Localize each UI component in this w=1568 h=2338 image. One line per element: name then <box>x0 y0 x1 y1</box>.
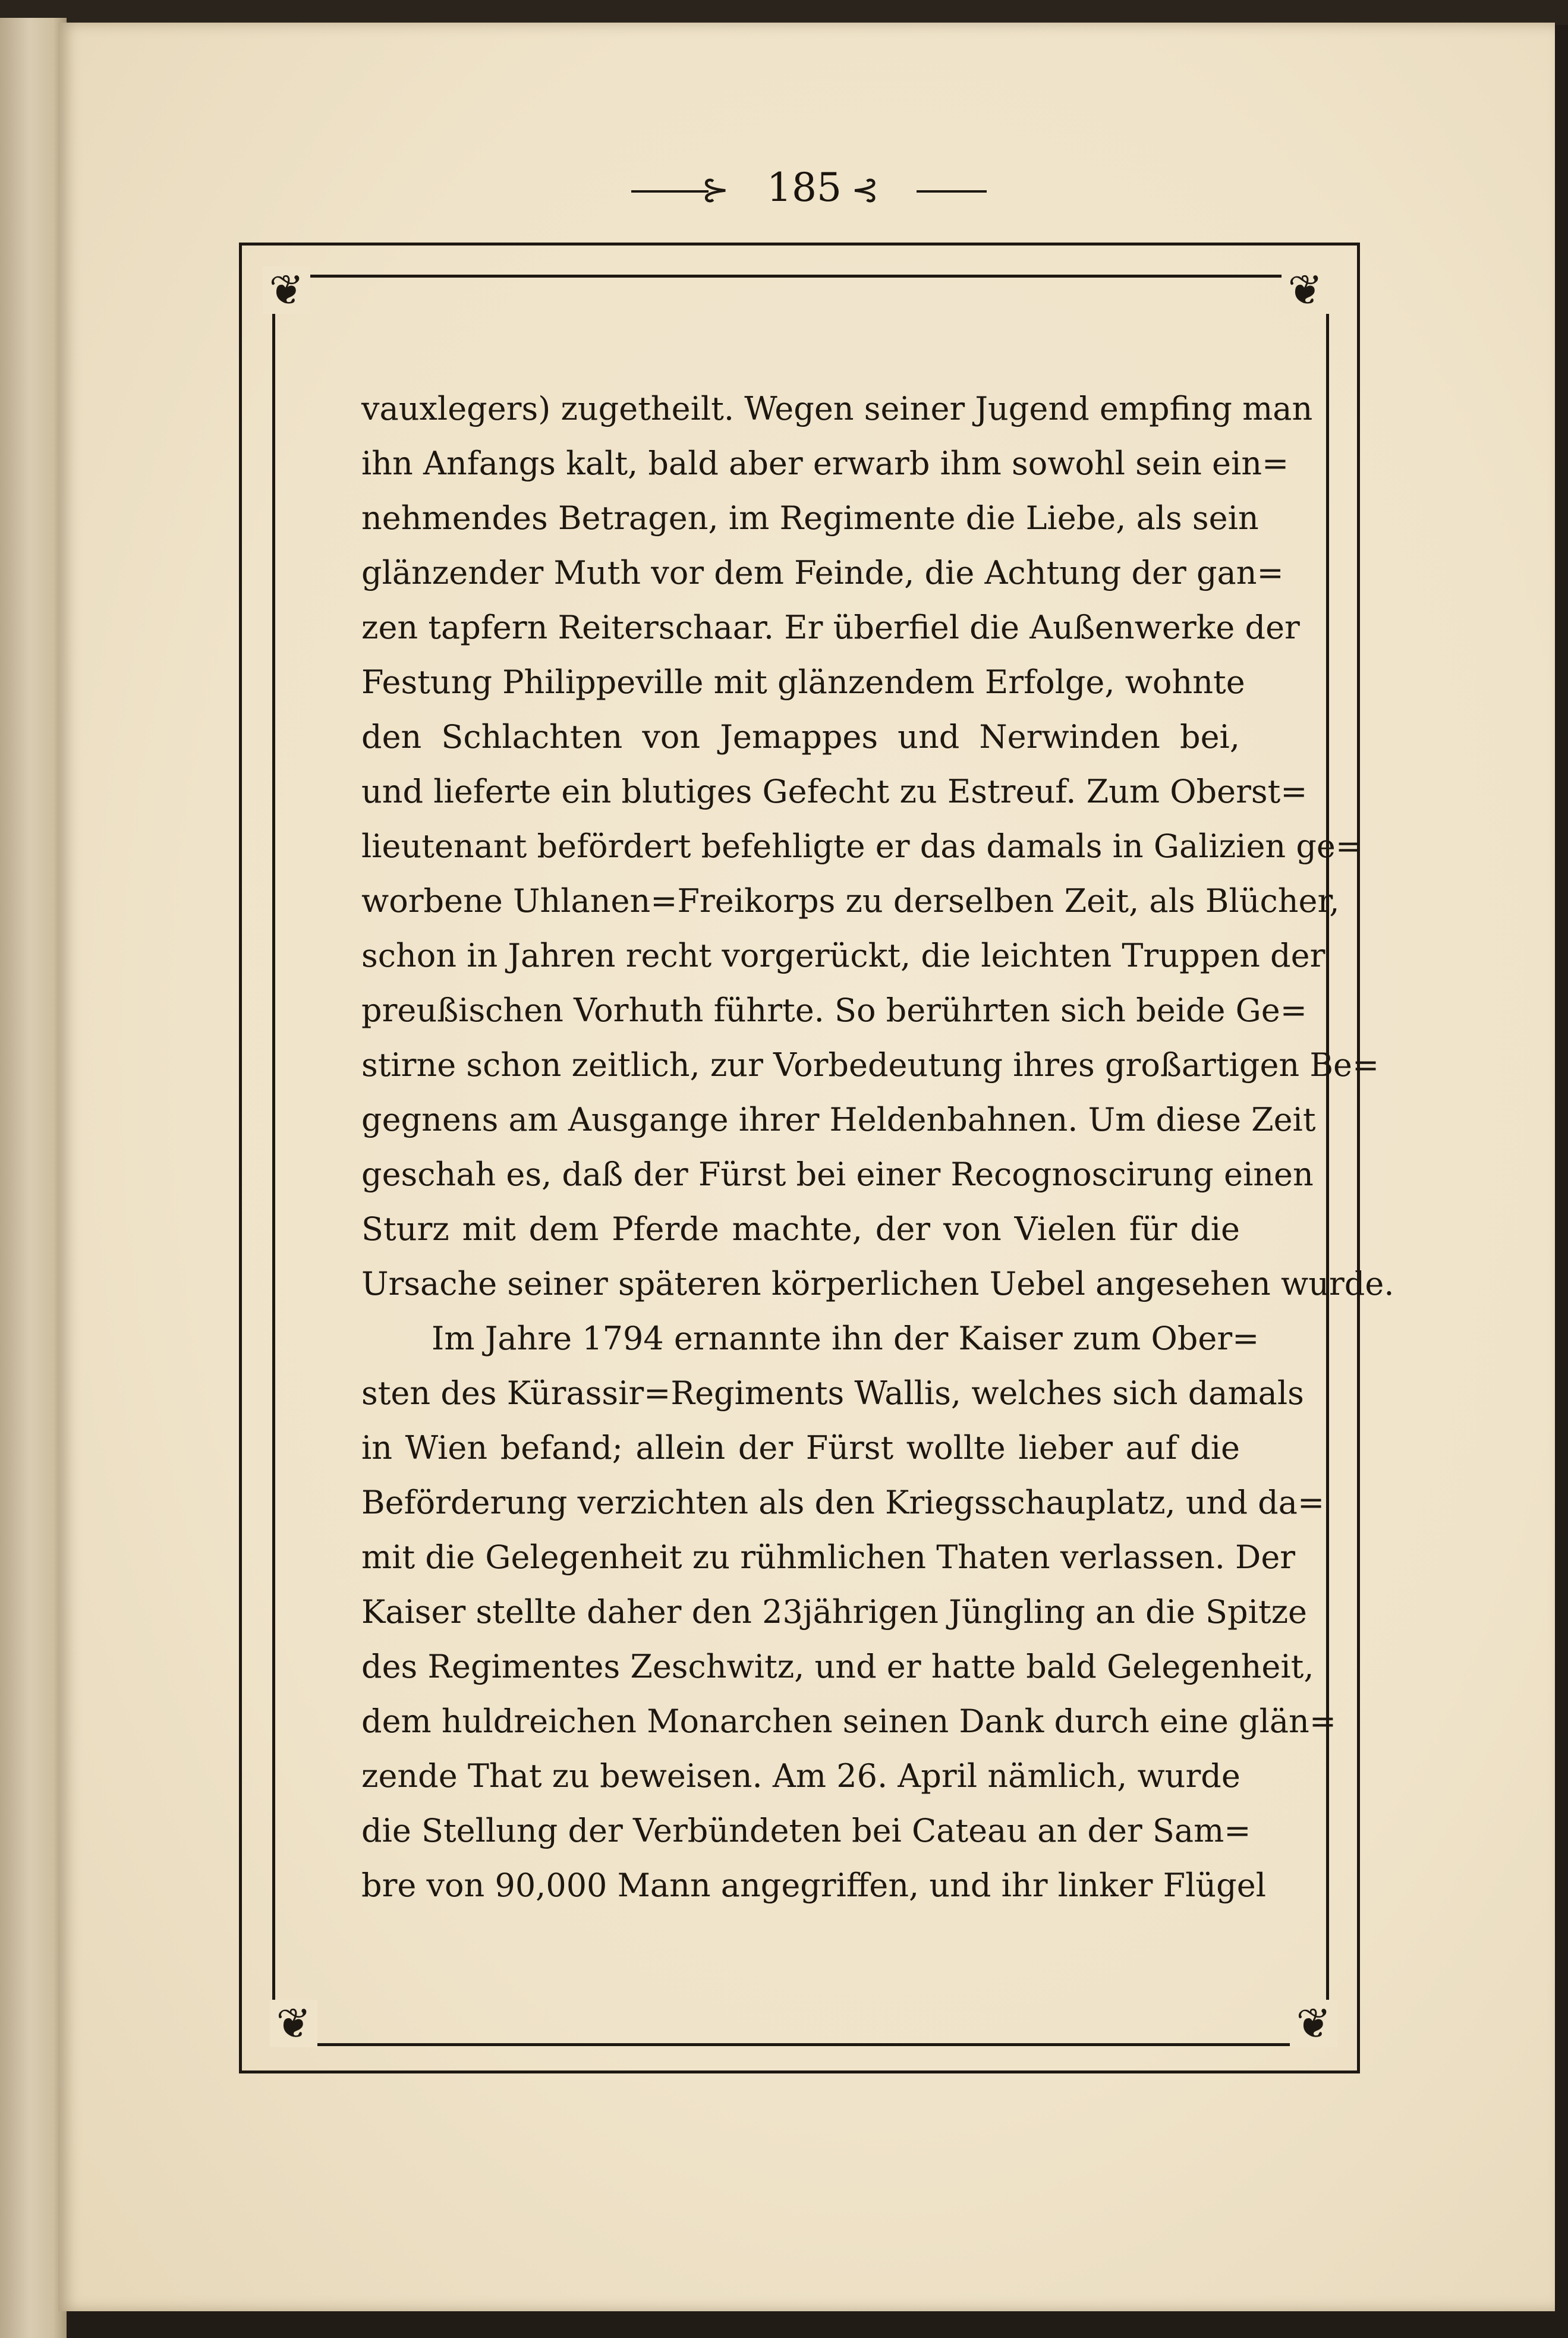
text-line: schon in Jahren recht vorgerückt, die leichten Truppen der <box>361 937 1325 974</box>
text-line: in Wien befand; allein der Fürst wollte lieber auf die <box>361 1429 1240 1467</box>
text-line: Ursache seiner späteren körperlichen Uebel angesehen wurde. <box>361 1265 1394 1302</box>
text-line: stirne schon zeitlich, zur Vorbedeutung ihres großartigen Be= <box>361 1046 1380 1084</box>
text-line: zende That zu beweisen. Am 26. April nämlich, wurde <box>361 1757 1240 1795</box>
text-line: des Regimentes Zeschwitz, und er hatte bald Gelegenheit, <box>361 1648 1314 1685</box>
header-ornament-left-icon: ⊱ <box>701 171 729 209</box>
text-line: Beförderung verzichten als den Kriegsschauplatz, und da= <box>361 1484 1325 1521</box>
page-number: 185 <box>767 165 842 210</box>
header-ornament-right-icon: ⊰ <box>851 171 879 209</box>
text-line: den Schlachten von Jemappes und Nerwinden bei, <box>361 718 1240 756</box>
text-line: zen tapfern Reiterschaar. Er überfiel die Außenwerke der <box>361 609 1300 646</box>
text-line: worbene Uhlanen=Freikorps zu derselben Zeit, als Blücher, <box>361 882 1340 920</box>
text-line: nehmendes Betragen, im Regimente die Liebe, als sein <box>361 499 1259 537</box>
scan-background-strip <box>0 0 1568 25</box>
text-line: und lieferte ein blutiges Gefecht zu Estreuf. Zum Oberst= <box>361 773 1308 810</box>
text-line: ihn Anfangs kalt, bald aber erwarb ihm sowohl sein ein= <box>361 445 1289 482</box>
text-line: dem huldreichen Monarchen seinen Dank durch eine glän= <box>361 1703 1337 1740</box>
header-rule-left <box>631 190 709 193</box>
text-line: bre von 90,000 Mann angegriffen, und ihr linker Flügel <box>361 1867 1266 1904</box>
text-line: vauxlegers) zugetheilt. Wegen seiner Jugend empfing man <box>361 390 1313 427</box>
corner-ornament-top-right-icon: ❦ <box>1282 266 1329 314</box>
text-line: Im Jahre 1794 ernannte ihn der Kaiser zum Ober= <box>432 1320 1260 1357</box>
text-line: preußischen Vorhuth führte. So berührten sich beide Ge= <box>361 992 1307 1029</box>
body-text <box>361 382 1394 1913</box>
text-line: mit die Gelegenheit zu rühmlichen Thaten verlassen. Der <box>361 1538 1296 1576</box>
page-header <box>0 158 1568 229</box>
text-line: lieutenant befördert befehligte er das damals in Galizien ge= <box>361 827 1363 865</box>
text-line: sten des Kürassir=Regiments Wallis, welches sich damals <box>361 1374 1304 1412</box>
text-line: gegnens am Ausgange ihrer Heldenbahnen. Um diese Zeit <box>361 1101 1316 1138</box>
text-line: glänzender Muth vor dem Feinde, die Achtung der gan= <box>361 554 1284 591</box>
text-line: die Stellung der Verbündeten bei Cateau an der Sam= <box>361 1812 1251 1849</box>
corner-ornament-top-left-icon: ❦ <box>263 266 310 314</box>
text-line: Kaiser stellte daher den 23jährigen Jüngling an die Spitze <box>361 1593 1307 1631</box>
text-line: Festung Philippeville mit glänzendem Erfolge, wohnte <box>361 663 1245 701</box>
header-rule-right <box>917 190 987 193</box>
text-line: geschah es, daß der Fürst bei einer Recognoscirung einen <box>361 1156 1314 1193</box>
text-line: Sturz mit dem Pferde machte, der von Vielen für die <box>361 1210 1240 1248</box>
left-page-edge <box>0 18 67 2338</box>
corner-ornament-bottom-right-icon: ❦ <box>1290 2000 1337 2047</box>
corner-ornament-bottom-left-icon: ❦ <box>270 2000 317 2047</box>
